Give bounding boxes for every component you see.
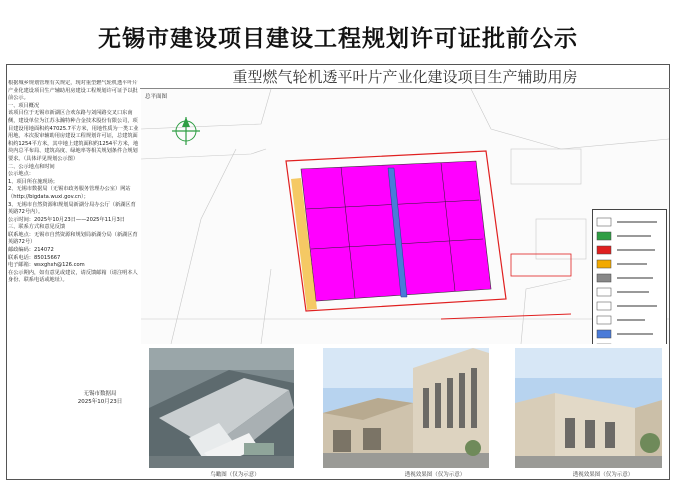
perspective-rendering-2-image bbox=[515, 348, 662, 468]
sign-org: 无锡市数据局 bbox=[83, 391, 117, 397]
perspective-rendering-2 bbox=[515, 348, 662, 468]
caption-perspective-1: 透视效果图（仅为示意） bbox=[404, 472, 466, 478]
notice-body-3e: 在公示期内，如有意见或建议，请反馈邮箱（请注明本人身份、联系电话或地址）。 bbox=[8, 269, 138, 284]
section-heading-2: 二、公示地点和时间 bbox=[8, 163, 55, 170]
notice-body-2d: 3、无锡市自然资源和规划局新湖分局办公厅（新湖区育英路72号内）。 bbox=[8, 201, 136, 216]
notice-body-3a: 联系地点：无锡市自然资源和规划局新湖分局（新湖区育英路72号） bbox=[8, 231, 138, 246]
notice-body-3b: 邮政编码：214072 bbox=[8, 247, 54, 254]
notice-intro: 根据城乡规划管理有关规定，现对重型燃气轮机透平叶片产业化建设项目生产辅助用房建设工程规划许可证予以批前公示。 bbox=[8, 80, 138, 102]
aerial-rendering-image bbox=[149, 348, 294, 468]
notice-body-2b: 1、项目所在施现场； bbox=[8, 178, 58, 185]
signature-block bbox=[60, 390, 140, 406]
site-plan-drawing bbox=[141, 89, 669, 344]
page-title: 无锡市建设项目建设工程规划许可证批前公示 bbox=[98, 26, 578, 52]
legend-panel bbox=[592, 209, 667, 344]
perspective-rendering-1 bbox=[323, 348, 489, 468]
section-heading-3: 三、联系方式和意见反馈 bbox=[8, 224, 66, 231]
perspective-rendering-1-image bbox=[323, 348, 489, 468]
notice-body-2c: 2、无锡市数据局（无锡市政务服务管理办公室）网站（http://bigdata.wuxi.gov.cn）； bbox=[8, 186, 131, 200]
notice-body-1: 该项目位于无锡市新湖区合欢东路与刘闯路交叉口东南侧，建设单位为江苏永瀚特种合金技术股份有限公司，项目建设用地面积约47025.7平方米，用地性质为一类工业用地，本次报审辅助用房建设工程规划许可证，总建筑面积约1254平方米，其中地上建筑面积约1254平方米，地块内总平布局、建筑高度、绿地率等相关规划条件合规划要求。（具体详见规划公示图） bbox=[8, 110, 139, 162]
site-plan bbox=[141, 89, 669, 344]
aerial-rendering bbox=[149, 348, 294, 468]
caption-perspective-2: 透视效果图（仅为示意） bbox=[572, 472, 634, 478]
section-heading-1: 一、项目概况 bbox=[8, 102, 40, 109]
notice-body-2a: 公示地点： bbox=[8, 171, 34, 178]
project-title: 重型燃气轮机透平叶片产业化建设项目生产辅助用房 bbox=[140, 66, 670, 89]
plan-label: 总平面图 bbox=[145, 94, 168, 100]
sign-date: 2025年10月23日 bbox=[77, 399, 123, 405]
notice-body-3d: 电子邮箱：wsxghxh@126.com bbox=[8, 262, 85, 269]
notice-text bbox=[8, 80, 140, 410]
caption-aerial: 鸟瞰图（仅为示意） bbox=[210, 472, 260, 478]
notice-body-3c: 联系电话：85015667 bbox=[8, 254, 61, 261]
legend-swatches bbox=[593, 210, 668, 344]
notice-body-2e: 公示时间：2025年10月23日——2025年11月3日 bbox=[8, 216, 125, 223]
